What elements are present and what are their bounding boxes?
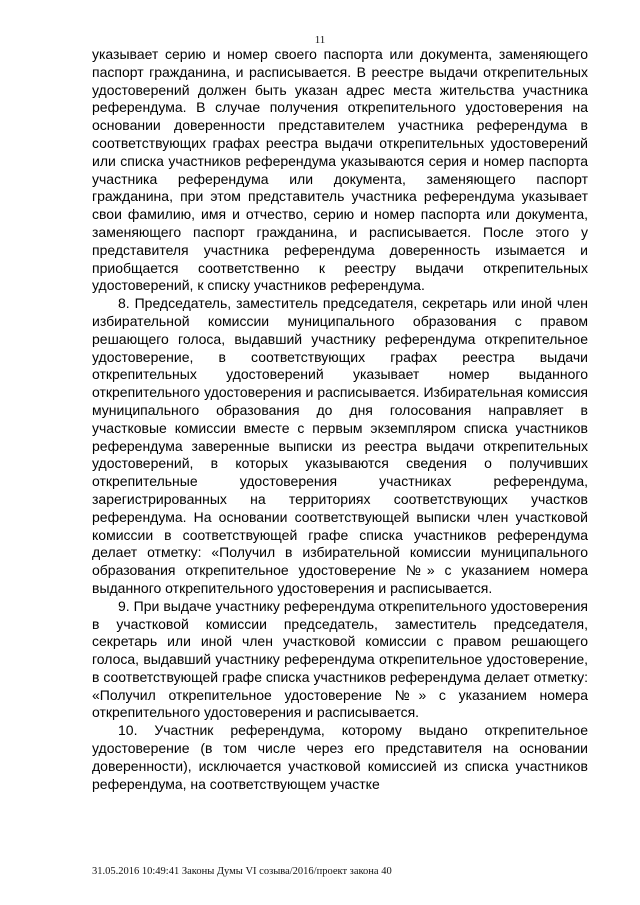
page-number: 11 (314, 34, 326, 46)
paragraph-8: 8. Председатель, заместитель председателя, секретарь или иной член избирательной комиссии муниципального образования с правом решающего голоса, выдавший участнику референдума открепительное удостоверение, в соответствующих графах реестра выдачи открепительных удостоверений указывает номер выданного открепительного удостоверения и расписывается. Избирательная комиссия муниципального образования до дня голосования направляет в участковые комиссии вместе с первым экземпляром списка участников референдума заверенные выписки из реестра выдачи открепительных удостоверений, в которых указываются сведения о получивших открепительные удостоверения участниках референдума, зарегистрированных на территориях соответствующих участков референдума. На основании соответствующей выписки член участковой комиссии в соответствующей графе списка участников референдума делает отметку: «Получил в избирательной комиссии муниципального образования открепительное удостоверение №» с указанием номера выданного открепительного удостоверения и расписывается. (92, 295, 588, 596)
page-footer: 31.05.2016 10:49:41 Законы Думы VI созыва/2016/проект закона 40 (92, 866, 392, 877)
paragraph-10: 10. Участник референдума, которому выдано открепительное удостоверение (в том числе через его представителя на основании доверенности), исключается участковой комиссией из списка участников референдума, на соответствующем участке (92, 722, 588, 792)
paragraph-continuation: указывает серию и номер своего паспорта или документа, заменяющего паспорт гражданина, и расписывается. В реестре выдачи открепительных удостоверений должен быть указан адрес места жительства участника референдума. В случае получения открепительного удостоверения на основании доверенности представителем участника референдума в соответствующих графах реестра выдачи открепительных удостоверений или списка участников референдума указываются серия и номер паспорта участника референдума или документа, заменяющего паспорт гражданина, при этом представитель участника референдума указывает свои фамилию, имя и отчество, серию и номер паспорта или документа, заменяющего паспорт гражданина, и расписывается. После этого у представителя участника референдума доверенность изымается и приобщается соответственно к реестру выдачи открепительных удостоверений, к списку участников референдума. (92, 46, 588, 294)
document-body (92, 46, 588, 793)
paragraph-9: 9. При выдаче участнику референдума открепительного удостоверения в участковой комиссии председатель, заместитель председателя, секретарь или иной член участковой комиссии с правом решающего голоса, выдавший участнику референдума открепительное удостоверение, в соответствующей графе списка участников референдума делает отметку: «Получил открепительное удостоверение №» с указанием номера открепительного удостоверения и расписывается. (92, 597, 588, 721)
